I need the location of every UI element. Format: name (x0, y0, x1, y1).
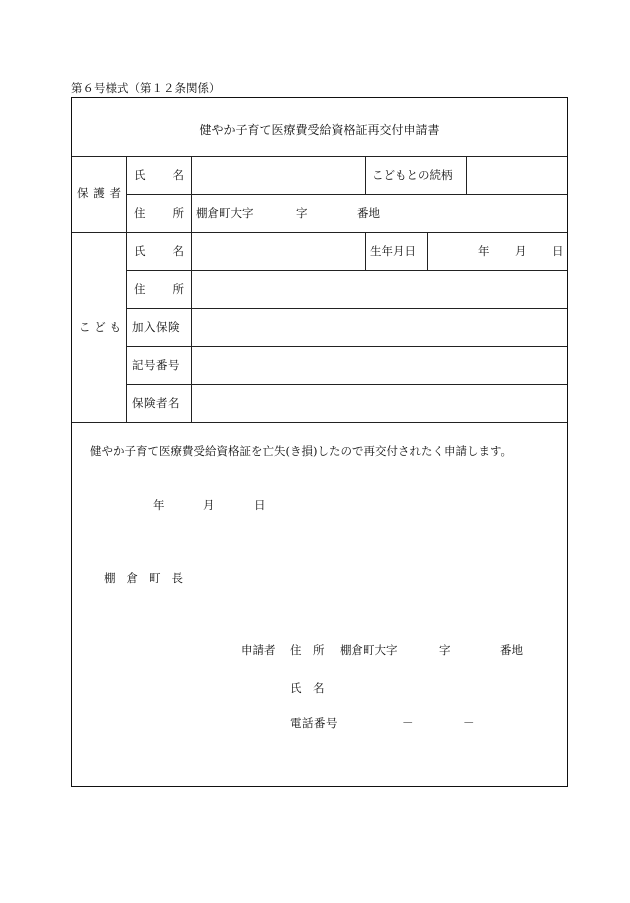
divider-child-row4 (126, 384, 567, 385)
guardian-section-label (77, 185, 121, 201)
applicant-address-aza: 字 (439, 643, 451, 657)
applicant-name-label: 氏 名 (290, 681, 325, 695)
date-day-unit: 日 (254, 498, 266, 512)
guardian-section-char2: 護 (93, 186, 105, 200)
insurer-name-label: 保険者名 (132, 396, 180, 410)
guardian-name-label (134, 167, 184, 183)
child-section-label (79, 319, 121, 335)
divider-birth-value (427, 232, 428, 270)
divider-child-row2 (126, 308, 567, 309)
divider-section-col (126, 156, 127, 422)
label-char: 住 (134, 206, 146, 220)
divider-label-col (191, 156, 192, 422)
label-char: 所 (172, 206, 184, 220)
divider-relation-value (466, 156, 467, 194)
phone-separator-2: － (463, 716, 475, 730)
divider-child-row3 (126, 346, 567, 347)
insurance-label: 加入保険 (132, 320, 180, 334)
label-char: 住 (134, 282, 146, 296)
applicant-address-banchi: 番地 (500, 643, 523, 657)
birth-day-unit: 日 (552, 244, 564, 258)
birth-year-unit: 年 (478, 244, 490, 258)
applicant-address-label: 住 所 (290, 643, 325, 657)
divider-child-row1 (126, 270, 567, 271)
birth-label: 生年月日 (370, 244, 416, 258)
applicant-address-town: 棚倉町大字 (340, 643, 398, 657)
applicant-phone-label: 電話番号 (290, 716, 338, 730)
date-year-unit: 年 (153, 498, 165, 512)
phone-separator-1: － (402, 716, 414, 730)
child-name-field[interactable] (193, 234, 363, 268)
child-address-label (134, 281, 184, 297)
guardian-address-town: 棚倉町大字 (196, 206, 254, 220)
addressee: 棚倉町長 (104, 571, 194, 585)
symbol-number-field[interactable] (193, 348, 565, 382)
guardian-section-char3: 者 (109, 186, 121, 200)
guardian-address-aza: 字 (296, 206, 308, 220)
divider-table-end (72, 422, 567, 423)
divider-guardian-child (72, 232, 567, 233)
divider-guardian-row (126, 194, 567, 195)
child-name-label (134, 243, 184, 259)
applicant-label: 申請者 (241, 643, 276, 657)
label-char: 氏 (134, 244, 146, 258)
form-number: 第６号様式（第１２条関係） (71, 81, 221, 95)
relation-label: こどもとの続柄 (372, 168, 453, 182)
child-address-field[interactable] (193, 272, 565, 306)
date-month-unit: 月 (203, 498, 215, 512)
guardian-section-char1: 保 (77, 186, 89, 200)
child-section-char3: も (109, 320, 121, 334)
child-section-char1: こ (79, 320, 91, 334)
divider-relation-label (365, 156, 366, 194)
statement-text: 健やか子育て医療費受給資格証を亡失(き損)したので再交付されたく申請します。 (90, 444, 513, 458)
guardian-address-banchi: 番地 (357, 206, 380, 220)
label-char: 名 (172, 168, 184, 182)
applicant-name-field[interactable] (340, 674, 560, 698)
guardian-name-field[interactable] (193, 158, 363, 192)
insurance-field[interactable] (193, 310, 565, 344)
label-char: 所 (172, 282, 184, 296)
symbol-number-label: 記号番号 (132, 358, 180, 372)
child-section-char2: ど (94, 320, 106, 334)
form-title: 健やか子育て医療費受給資格証再交付申請書 (199, 123, 440, 137)
label-char: 氏 (134, 168, 146, 182)
guardian-address-label (134, 205, 184, 221)
divider-birth-label (365, 232, 366, 270)
relation-field[interactable] (468, 158, 565, 192)
birth-month-unit: 月 (515, 244, 527, 258)
label-char: 名 (172, 244, 184, 258)
divider-title (72, 156, 567, 157)
insurer-name-field[interactable] (193, 386, 565, 420)
